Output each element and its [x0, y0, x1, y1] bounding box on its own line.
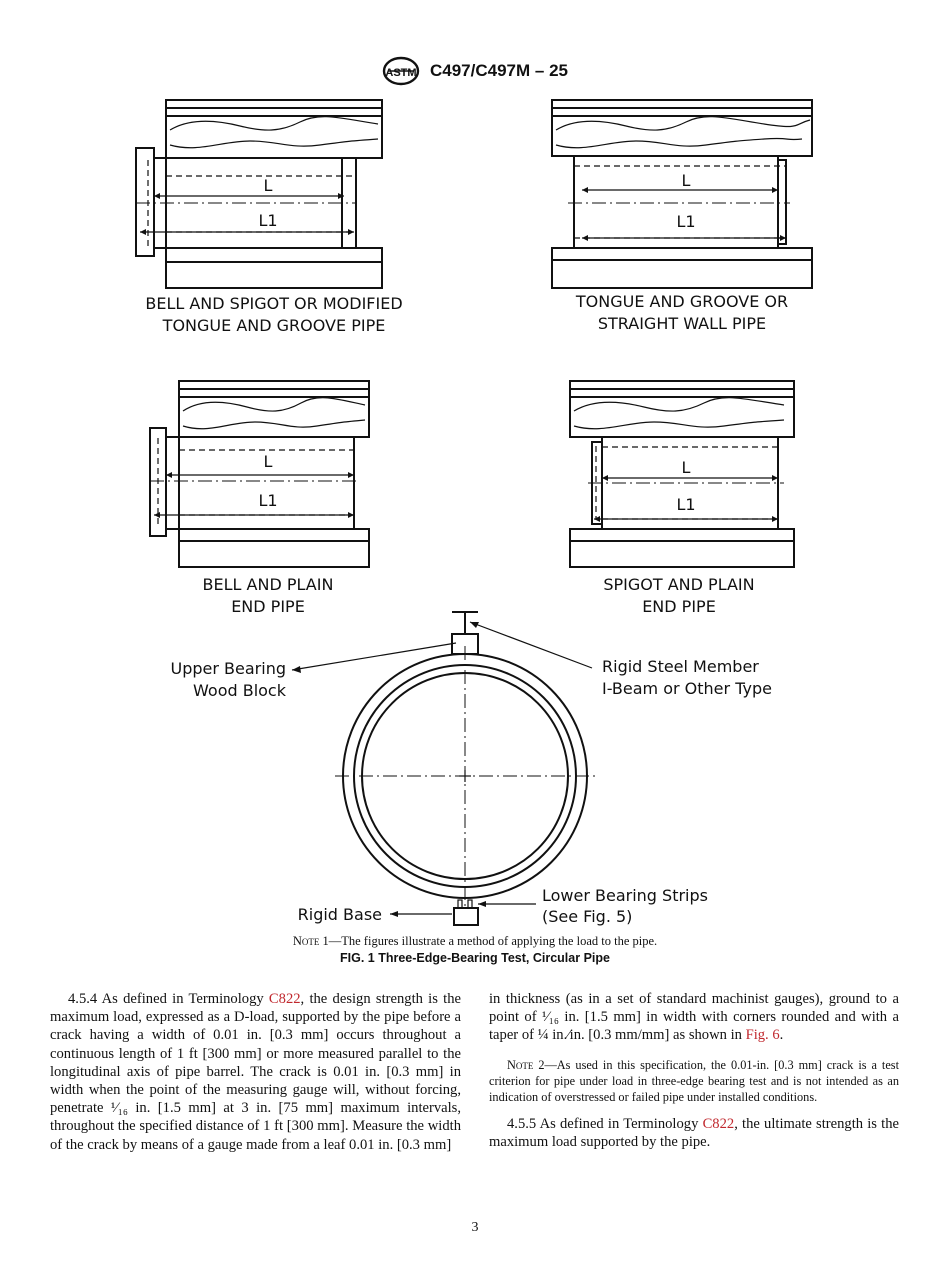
rigid-base-label: Rigid Base	[297, 905, 382, 924]
right-column	[489, 990, 899, 1152]
paragraph-4-5-5: 4.5.5 As defined in Terminology C822, the ultimate strength is the maximum load supported by the pipe.	[489, 1116, 899, 1151]
rigid-steel-label-1: Rigid Steel Member	[602, 657, 759, 676]
rigid-steel-label-2: I-Beam or Other Type	[602, 679, 772, 698]
panel-spigot-plain	[570, 381, 794, 616]
standard-designation: C497/C497M – 25	[430, 61, 568, 80]
dim-L1-3: L1	[258, 491, 278, 510]
upper-bearing-label-1: Upper Bearing	[170, 659, 286, 678]
panel4-label-line1: SPIGOT AND PLAIN	[603, 575, 755, 594]
circular-pipe-test	[171, 612, 772, 926]
svg-text:ASTM: ASTM	[385, 67, 417, 79]
figure-caption: FIG. 1 Three-Edge-Bearing Test, Circular Pipe	[340, 951, 610, 965]
dim-L-3: L	[263, 452, 273, 471]
panel4-label-line2: END PIPE	[642, 597, 716, 616]
panel3-label-line2: END PIPE	[231, 597, 305, 616]
panel2-label-line2: STRAIGHT WALL PIPE	[597, 314, 767, 333]
panel-bell-plain	[150, 381, 369, 616]
dim-L-1: L	[263, 176, 273, 195]
ref-fig6-link[interactable]: Fig. 6	[745, 1027, 780, 1044]
dim-L1-1: L1	[258, 211, 278, 230]
ref-c822-link-2[interactable]: C822	[702, 1116, 735, 1133]
upper-bearing-label-2: Wood Block	[193, 681, 286, 700]
dim-L1-2: L1	[676, 212, 696, 231]
paragraph-4-5-4-cont: in thickness (as in a set of standard machinist gauges), ground to a point of ¹⁄₁₆ in. [1.5 mm] in width with corners rounded and with a taper of ¼ in.⁄in. [0.3 mm/mm] as shown in Fig. 6.	[489, 991, 899, 1044]
panel-bell-spigot	[136, 100, 403, 335]
dim-L-2: L	[681, 171, 691, 190]
lower-strips-label-2: (See Fig. 5)	[542, 907, 633, 926]
ref-c822-link[interactable]: C822	[268, 991, 301, 1007]
panel-tongue-groove	[552, 100, 812, 333]
panel1-label-line1: BELL AND SPIGOT OR MODIFIED	[145, 294, 403, 313]
note-2: Note 2—As used in this specification, the 0.01-in. [0.3 mm] crack is a test criterion for pipe under load in three-edge bearing test and is not intended as an indication of overstressed or failed pipe under installed conditions.	[489, 1057, 899, 1105]
panel1-label-line2: TONGUE AND GROOVE PIPE	[162, 316, 386, 335]
paragraph-4-5-4: 4.5.4 As defined in Terminology C822, the design strength is the maximum load, expressed as a D-load, supported by the pipe before a crack having a width of 0.01 in. [0.3 mm] occurs throughout a continuous length of 1 ft [300 mm] or more measured parallel to the longitudinal axis of pipe barrel. The crack is 0.01 in. [0.3 mm] in width when the point of the measuring gauge will, without forcing, penetrate ¹⁄₁₆ in. [1.5 mm] at 3 in. [75 mm] maximum intervals, throughout the specified distance of 1 ft [300 mm]. Measure the width of the crack by means of a gauge made from a leaf 0.01 in. [0.3 mm]	[50, 991, 461, 1153]
page-number: 3	[471, 1220, 479, 1235]
dim-L-4: L	[681, 458, 691, 477]
panel2-label-line1: TONGUE AND GROOVE OR	[575, 292, 789, 311]
dim-L1-4: L1	[676, 495, 696, 514]
left-column	[50, 990, 461, 1154]
lower-strips-label-1: Lower Bearing Strips	[542, 886, 708, 905]
figure-note-1: Note 1—The figures illustrate a method of applying the load to the pipe.	[292, 934, 658, 948]
panel3-label-line1: BELL AND PLAIN	[202, 575, 334, 594]
